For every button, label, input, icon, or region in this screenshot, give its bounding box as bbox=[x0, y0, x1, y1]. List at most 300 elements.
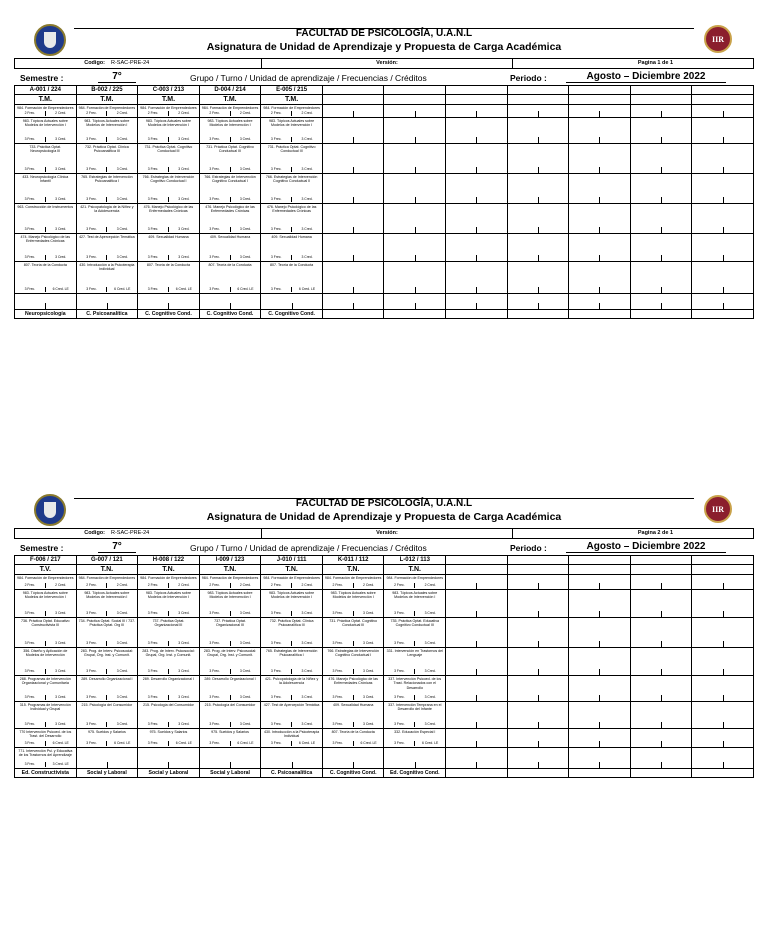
course-meta bbox=[200, 287, 261, 292]
course-cell bbox=[446, 144, 508, 174]
frequency: 2 Frec. bbox=[147, 111, 159, 115]
course-cell bbox=[569, 204, 631, 234]
group-header: C-003 / 213 bbox=[138, 86, 200, 95]
course-cell bbox=[507, 676, 569, 702]
empty-slot bbox=[138, 748, 199, 768]
empty-slot bbox=[323, 748, 384, 768]
credits: 3 Cred. bbox=[106, 227, 137, 232]
course-meta bbox=[323, 611, 384, 616]
course-entry bbox=[77, 729, 138, 747]
course-name: 765. Estrategias de Intervención Psicoanalítica I bbox=[81, 175, 133, 184]
course-name: 983. Tópicos Actuales sobre Modelos de Intervención I bbox=[269, 591, 315, 600]
credits: 6 Cred. LE bbox=[45, 741, 76, 746]
course-meta bbox=[200, 669, 261, 674]
empty-header bbox=[569, 86, 631, 95]
frequency: 3 Frec. bbox=[209, 137, 220, 141]
empty-slot bbox=[261, 748, 322, 768]
frequency: 3 Frec. bbox=[86, 669, 97, 673]
course-cell bbox=[322, 105, 384, 118]
empty-header bbox=[384, 86, 446, 95]
empty-slot bbox=[631, 262, 692, 293]
course-cell bbox=[199, 144, 261, 174]
course-cell bbox=[138, 118, 200, 144]
frequency: 2 Frec. bbox=[332, 583, 344, 587]
empty-slot bbox=[631, 575, 692, 589]
frequency: 3 Frec. bbox=[209, 695, 220, 699]
course-cell bbox=[322, 590, 384, 618]
frequency: 3 Frec. bbox=[147, 227, 159, 231]
course-meta bbox=[77, 611, 138, 616]
credits: 3 Cred. bbox=[230, 167, 261, 172]
empty-header bbox=[569, 565, 631, 575]
frequency: 2 Frec. bbox=[86, 583, 97, 587]
frequency: 2 Frec. bbox=[86, 111, 97, 115]
frequency: 3 Frec. bbox=[24, 722, 36, 726]
course-cell bbox=[322, 234, 384, 262]
course-meta bbox=[261, 611, 322, 616]
course-meta bbox=[138, 287, 199, 292]
credits: 3 Cred. bbox=[291, 641, 322, 646]
course-cell bbox=[507, 118, 569, 144]
empty-slot bbox=[508, 648, 569, 675]
course-meta bbox=[200, 167, 261, 172]
course-cell bbox=[507, 144, 569, 174]
credits: 3 Cred. bbox=[45, 695, 76, 700]
frequency: 3 Frec. bbox=[270, 287, 282, 291]
empty-footer bbox=[692, 310, 754, 319]
course-name: 427. Test de Apercepción Temática bbox=[263, 703, 320, 707]
empty-slot bbox=[446, 262, 507, 293]
course-cell bbox=[138, 105, 200, 118]
course-cell bbox=[569, 618, 631, 648]
course-entry bbox=[261, 234, 322, 261]
empty-slot bbox=[384, 294, 445, 309]
empty-slot bbox=[508, 294, 569, 309]
course-cell bbox=[507, 174, 569, 204]
frequency: 3 Frec. bbox=[332, 695, 344, 699]
empty-slot bbox=[261, 294, 322, 309]
empty-slot bbox=[446, 234, 507, 261]
course-meta bbox=[261, 695, 322, 700]
course-name: 975. Sueldos y Salarios bbox=[149, 730, 188, 734]
course-meta bbox=[138, 227, 199, 232]
course-entry bbox=[77, 590, 138, 617]
faculty-title: FACULTAD DE PSICOLOGÍA, U.A.N.L bbox=[295, 498, 473, 509]
course-row bbox=[15, 618, 754, 648]
empty-slot bbox=[323, 294, 384, 309]
credits: 6 Cred. LE bbox=[230, 741, 261, 746]
empty-slot bbox=[508, 118, 569, 143]
course-name: 409. Sexualidad Humana bbox=[271, 235, 312, 239]
credits: 3 Cred. bbox=[168, 167, 199, 172]
course-name: 984. Formación de Emprendedores bbox=[201, 576, 259, 580]
empty-header bbox=[630, 86, 692, 95]
credits: 3 Cred. bbox=[168, 641, 199, 646]
empty-slot bbox=[569, 294, 630, 309]
course-entry bbox=[384, 618, 445, 647]
course-entry bbox=[323, 575, 384, 589]
course-meta bbox=[138, 741, 199, 746]
course-meta bbox=[77, 669, 138, 674]
frequency: 2 Frec. bbox=[394, 583, 405, 587]
empty-slot bbox=[631, 729, 692, 747]
course-cell bbox=[630, 262, 692, 294]
course-entry bbox=[200, 105, 261, 117]
course-cell bbox=[261, 618, 323, 648]
course-name: 983. Tópicos Actuales sobre Modelos de Intervención I bbox=[330, 591, 376, 600]
course-meta bbox=[261, 722, 322, 727]
empty-slot bbox=[692, 204, 753, 233]
empty-slot bbox=[508, 748, 569, 768]
frequency: 3 Frec. bbox=[24, 762, 36, 766]
empty-slot bbox=[508, 729, 569, 747]
credits: 3 Cred. bbox=[353, 695, 384, 700]
course-name: 807. Teoría de la Conducta bbox=[208, 263, 252, 267]
group-header-row bbox=[15, 86, 754, 95]
course-cell bbox=[76, 618, 138, 648]
frequency: 3 Frec. bbox=[209, 287, 220, 291]
course-meta bbox=[323, 669, 384, 674]
course-name: 733. Práctica Optat. Neuropsicología III bbox=[29, 145, 62, 154]
frequency: 2 Frec. bbox=[270, 583, 282, 587]
course-cell bbox=[138, 234, 200, 262]
empty-header bbox=[446, 565, 508, 575]
course-meta bbox=[384, 669, 445, 674]
course-cell bbox=[692, 144, 754, 174]
frequency: 3 Frec. bbox=[270, 137, 282, 141]
course-cell bbox=[630, 590, 692, 618]
course-name: 983. Tópicos Actuales sobre Modelos de Intervención I bbox=[22, 591, 68, 600]
course-entry bbox=[15, 105, 76, 117]
empty-slot bbox=[692, 676, 753, 701]
course-cell bbox=[692, 294, 754, 310]
frequency: 3 Frec. bbox=[147, 255, 159, 259]
course-entry bbox=[261, 648, 322, 675]
credits: 3 Cred. bbox=[353, 722, 384, 727]
semester-row bbox=[14, 69, 754, 85]
shift-header: T.N. bbox=[322, 565, 384, 575]
code-value: R-SAC-PRE-24 bbox=[109, 529, 262, 538]
empty-slot bbox=[569, 174, 630, 203]
course-row bbox=[15, 590, 754, 618]
course-cell bbox=[15, 174, 77, 204]
empty-slot bbox=[508, 575, 569, 589]
semester-label: Semestre : bbox=[20, 543, 64, 553]
course-cell bbox=[446, 729, 508, 748]
course-meta bbox=[138, 583, 199, 588]
course-cell bbox=[138, 204, 200, 234]
empty-header bbox=[569, 556, 631, 565]
course-cell bbox=[446, 234, 508, 262]
empty-footer bbox=[569, 769, 631, 778]
course-name: 289. Desarrollo Organizacional I bbox=[142, 677, 195, 681]
course-entry bbox=[15, 118, 76, 143]
course-cell bbox=[630, 575, 692, 590]
course-meta bbox=[200, 641, 261, 646]
course-cell bbox=[692, 262, 754, 294]
course-meta bbox=[77, 722, 138, 727]
course-cell bbox=[630, 748, 692, 769]
empty-header bbox=[569, 95, 631, 105]
empty-slot bbox=[323, 105, 384, 117]
course-meta bbox=[261, 583, 322, 588]
empty-slot bbox=[569, 676, 630, 701]
frequency: 3 Frec. bbox=[86, 167, 97, 171]
group-header: I-009 / 123 bbox=[199, 556, 261, 565]
course-entry bbox=[261, 702, 322, 728]
credits: 3 Cred. bbox=[353, 611, 384, 616]
course-meta bbox=[384, 741, 445, 746]
credits: 2 Cred. bbox=[106, 111, 137, 116]
semester-value: 7° bbox=[98, 541, 136, 553]
course-name: 983. Tópicos Actuales sobre Modelos de Intervención I bbox=[145, 119, 191, 128]
course-meta bbox=[200, 197, 261, 202]
credits: 3 Cred. bbox=[45, 255, 76, 260]
faculty-title: FACULTAD DE PSICOLOGÍA, U.A.N.L bbox=[295, 28, 473, 39]
course-entry bbox=[138, 575, 199, 589]
course-name: 984. Formación de Emprendedores bbox=[263, 106, 320, 110]
course-cell bbox=[138, 648, 200, 676]
course-row bbox=[15, 105, 754, 118]
course-cell bbox=[569, 590, 631, 618]
empty-slot bbox=[384, 262, 445, 293]
course-entry bbox=[15, 174, 76, 203]
credits: 3 Cred. bbox=[414, 611, 445, 616]
course-name: 289. Desarrollo Organizacional I bbox=[81, 677, 133, 681]
course-cell bbox=[199, 575, 261, 590]
course-cell bbox=[692, 748, 754, 769]
info-bar bbox=[14, 58, 754, 69]
empty-footer bbox=[692, 769, 754, 778]
empty-header bbox=[507, 556, 569, 565]
course-cell bbox=[15, 618, 77, 648]
area-label: Ed. Constructivista bbox=[15, 769, 77, 778]
group-header: D-004 / 214 bbox=[199, 86, 261, 95]
credits: 3 Cred. bbox=[414, 641, 445, 646]
group-header: G-007 / 121 bbox=[76, 556, 138, 565]
frequency: 2 Frec. bbox=[24, 583, 36, 587]
credits: 3 Cred. bbox=[45, 722, 76, 727]
course-cell bbox=[199, 648, 261, 676]
course-cell bbox=[138, 144, 200, 174]
group-header: B-002 / 225 bbox=[76, 86, 138, 95]
credits: 3 Cred. bbox=[291, 611, 322, 616]
course-cell bbox=[692, 729, 754, 748]
course-cell bbox=[261, 648, 323, 676]
frequency: 3 Frec. bbox=[270, 227, 282, 231]
course-name: 983. Tópicos Actuales sobre Modelos de Intervención I bbox=[84, 591, 130, 600]
frequency: 3 Frec. bbox=[86, 611, 97, 615]
course-cell bbox=[76, 234, 138, 262]
frequency: 3 Frec. bbox=[394, 669, 405, 673]
course-cell bbox=[507, 262, 569, 294]
frequency: 3 Frec. bbox=[24, 167, 36, 171]
course-name: 215. Psicología del Consumidor bbox=[204, 703, 256, 707]
empty-header bbox=[507, 86, 569, 95]
empty-slot bbox=[692, 262, 753, 293]
frequency: 2 Frec. bbox=[209, 583, 220, 587]
course-name: 430. Introducción a la Psicoterapia Individual bbox=[264, 730, 320, 739]
course-name: 983. Tópicos Actuales sobre Modelos de Intervención I bbox=[207, 591, 253, 600]
course-cell bbox=[15, 294, 77, 310]
course-name: 984. Formación de Emprendedores bbox=[324, 576, 382, 580]
course-row bbox=[15, 118, 754, 144]
empty-slot bbox=[446, 575, 507, 589]
code-label: Codigo: bbox=[84, 60, 105, 66]
course-cell bbox=[569, 234, 631, 262]
empty-slot bbox=[569, 702, 630, 728]
area-footer-row bbox=[15, 769, 754, 778]
frequency: 3 Frec. bbox=[24, 137, 36, 141]
course-cell bbox=[199, 118, 261, 144]
empty-slot bbox=[692, 118, 753, 143]
course-cell bbox=[138, 748, 200, 769]
credits: 3 Cred. bbox=[291, 227, 322, 232]
shift-header: T.V. bbox=[15, 565, 77, 575]
empty-slot bbox=[692, 590, 753, 617]
empty-slot bbox=[692, 702, 753, 728]
frequency: 3 Frec. bbox=[332, 669, 344, 673]
empty-slot bbox=[692, 729, 753, 747]
empty-slot bbox=[384, 118, 445, 143]
course-name: 731. Práctica Optat. Cognitivo Conductual III bbox=[267, 145, 316, 154]
course-cell bbox=[15, 262, 77, 294]
frequency: 3 Frec. bbox=[332, 722, 344, 726]
empty-slot bbox=[323, 262, 384, 293]
empty-slot bbox=[631, 590, 692, 617]
course-cell bbox=[322, 748, 384, 769]
credits: 3 Cred. bbox=[45, 227, 76, 232]
credits: 6 Cred. LE bbox=[291, 741, 322, 746]
empty-slot bbox=[200, 748, 261, 768]
course-meta bbox=[384, 583, 445, 588]
course-meta bbox=[384, 641, 445, 646]
frequency: 3 Frec. bbox=[24, 611, 36, 615]
course-name: 766. Estrategias de Intervención Cognitivo Conductual I bbox=[327, 649, 379, 658]
course-entry bbox=[138, 729, 199, 747]
course-cell bbox=[199, 748, 261, 769]
empty-slot bbox=[77, 294, 138, 309]
course-cell bbox=[261, 575, 323, 590]
area-label: C. Psicoanalítica bbox=[261, 769, 323, 778]
course-name: 331. Intervención en Trastornos del Lenguaje bbox=[386, 649, 443, 658]
course-cell bbox=[569, 262, 631, 294]
empty-header bbox=[322, 86, 384, 95]
course-entry bbox=[138, 648, 199, 675]
course-entry bbox=[261, 204, 322, 233]
course-cell bbox=[384, 234, 446, 262]
course-cell bbox=[199, 234, 261, 262]
page-label: Pagina 1 de 1 bbox=[637, 60, 673, 66]
course-meta bbox=[15, 762, 76, 767]
course-name: 476. Manejo Psicológico de las Enfermedades Crónicas bbox=[143, 205, 194, 214]
course-meta bbox=[15, 583, 76, 588]
course-cell bbox=[199, 676, 261, 702]
course-name: 433. Neuropsicología Clínica Infantil bbox=[22, 175, 69, 184]
course-entry bbox=[384, 729, 445, 747]
course-cell bbox=[692, 204, 754, 234]
credits: 3 Cred. bbox=[168, 255, 199, 260]
course-cell bbox=[630, 618, 692, 648]
empty-footer bbox=[630, 310, 692, 319]
course-meta bbox=[323, 641, 384, 646]
columns-legend: Grupo / Turno / Unidad de aprendizaje / Frecuencias / Créditos bbox=[190, 73, 427, 83]
course-cell bbox=[446, 676, 508, 702]
frequency: 3 Frec. bbox=[209, 641, 220, 645]
course-row bbox=[15, 648, 754, 676]
frequency: 3 Frec. bbox=[147, 167, 159, 171]
frequency: 3 Frec. bbox=[147, 641, 159, 645]
empty-slot bbox=[692, 648, 753, 675]
course-name: 983. Tópicos Actuales sobre Modelos de Intervención I bbox=[145, 591, 191, 600]
course-cell bbox=[630, 294, 692, 310]
empty-slot bbox=[323, 234, 384, 261]
course-name: 963. Construcción de Instrumentos bbox=[17, 205, 74, 209]
empty-slot bbox=[569, 590, 630, 617]
course-name: 984. Formación de Emprendedores bbox=[140, 106, 197, 110]
course-cell bbox=[507, 294, 569, 310]
area-label: C. Cognitivo Cond. bbox=[199, 310, 261, 319]
schedule-grid bbox=[14, 555, 754, 778]
credits: 3 Cred. bbox=[106, 197, 137, 202]
credits: 3 Cred. bbox=[106, 255, 137, 260]
course-cell bbox=[446, 262, 508, 294]
course-cell bbox=[569, 174, 631, 204]
course-cell bbox=[630, 204, 692, 234]
course-cell bbox=[76, 590, 138, 618]
course-cell bbox=[507, 702, 569, 729]
course-cell bbox=[384, 144, 446, 174]
course-meta bbox=[77, 255, 138, 260]
course-cell bbox=[199, 702, 261, 729]
credits: 3 Cred. bbox=[230, 255, 261, 260]
frequency: 3 Frec. bbox=[209, 611, 220, 615]
empty-slot bbox=[631, 294, 692, 309]
group-header: A-001 / 224 bbox=[15, 86, 77, 95]
empty-slot bbox=[569, 748, 630, 768]
empty-slot bbox=[446, 676, 507, 701]
course-cell bbox=[446, 118, 508, 144]
credits: 3 Cred. bbox=[45, 669, 76, 674]
course-cell bbox=[322, 262, 384, 294]
frequency: 3 Frec. bbox=[86, 695, 97, 699]
empty-footer bbox=[507, 310, 569, 319]
credits: 6 Cred. LE bbox=[353, 741, 384, 746]
credits: 2 Cred. bbox=[45, 583, 76, 588]
course-entry bbox=[77, 702, 138, 728]
credits: 2 Cred. bbox=[291, 583, 322, 588]
course-cell bbox=[384, 575, 446, 590]
course-cell bbox=[261, 144, 323, 174]
code-value: R-SAC-PRE-24 bbox=[109, 59, 262, 68]
course-name: 289. Desarrollo Organizacional I bbox=[204, 677, 256, 681]
area-label: C. Psicoanalítica bbox=[76, 310, 138, 319]
course-meta bbox=[200, 695, 261, 700]
course-cell bbox=[507, 748, 569, 769]
empty-slot bbox=[15, 294, 76, 309]
frequency: 3 Frec. bbox=[270, 695, 282, 699]
frequency: 3 Frec. bbox=[270, 255, 282, 259]
course-cell bbox=[261, 174, 323, 204]
area-footer-row bbox=[15, 310, 754, 319]
course-entry bbox=[15, 575, 76, 589]
course-entry bbox=[200, 118, 261, 143]
course-entry bbox=[384, 590, 445, 617]
course-cell bbox=[569, 144, 631, 174]
course-entry bbox=[261, 590, 322, 617]
empty-slot bbox=[631, 204, 692, 233]
frequency: 3 Frec. bbox=[270, 722, 282, 726]
